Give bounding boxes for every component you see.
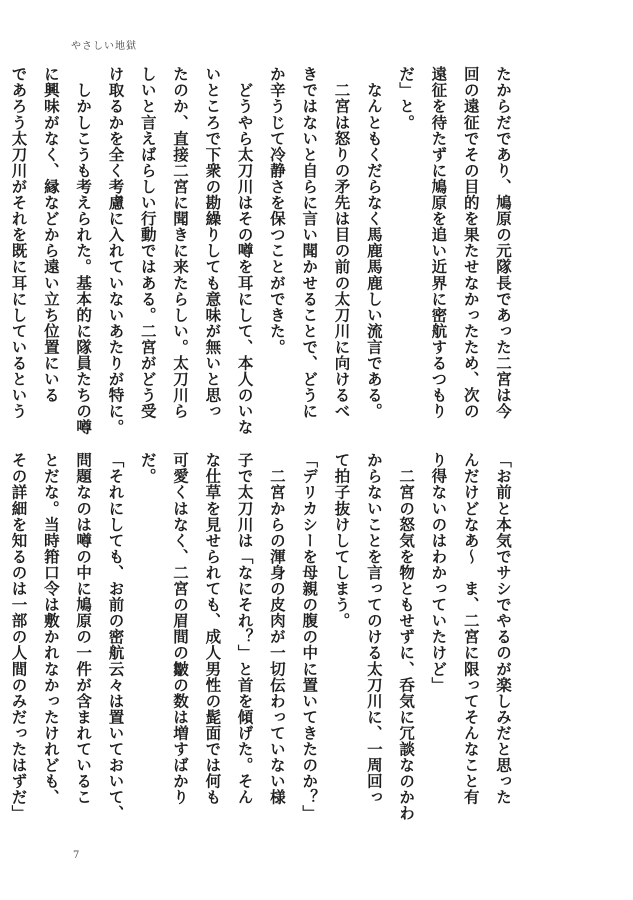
lower-text-block — [9, 452, 519, 822]
text-line: 回の遠征でその目的を果たせなかったため、次の — [461, 66, 481, 420]
text-line: 「デリカシーを母親の腹の中に置いてきたのか？」 — [300, 452, 320, 822]
text-line: きではないと自らに言い聞かせることで、どうに — [300, 66, 320, 420]
text-line: であろう太刀川がそれを既に耳にしているという — [9, 66, 29, 420]
text-line: 可愛くはなく、二宮の眉間の皺の数は増すばかり — [171, 452, 191, 806]
text-line: なんともくだらなく馬鹿馬鹿しい流言である。 — [364, 66, 384, 420]
text-line: とだな。当時箝口令は敷かれなかったけれども、 — [41, 452, 61, 806]
text-line: け取るかを全く考慮に入れていないあたりが特に。 — [106, 66, 126, 436]
text-line: その詳細を知るのは一部の人間のみだったはずだ」 — [9, 452, 29, 822]
text-line: だ」と。 — [397, 66, 417, 131]
text-line: り得ないのはわかっていたけど」 — [429, 452, 449, 693]
text-line: て拍子抜けしてしまう。 — [332, 452, 352, 629]
text-line: 二宮の怒気を物ともせずに、呑気に冗談なのかわ — [397, 452, 417, 822]
text-line: 二宮からの渾身の皮肉が一切伝わっていない様 — [267, 452, 287, 806]
text-line: 子で太刀川は「なにそれ？」と首を傾げた。そん — [235, 452, 255, 806]
text-line: 問題なのは噂の中に鳩原の一件が含まれているこ — [74, 452, 94, 806]
text-line: んだけどなあ〜 ま、二宮に限ってそんなこと有 — [461, 452, 481, 806]
text-line: どうやら太刀川はその噂を耳にして、本人のいな — [235, 66, 255, 436]
text-line: 遠征を待たずに鳩原を追い近界に密航するつもり — [429, 66, 449, 420]
text-line: な仕草を見せられても、成人男性の髭面では何も — [203, 452, 223, 806]
text-line — [0, 452, 2, 808]
text-line: いところで下衆の勘繰りしても意味が無いと思っ — [203, 66, 223, 420]
text-line: 「それにしても、お前の密航云々は置いておいて、 — [106, 452, 126, 822]
text-line: しいと言えばらしい行動ではある。二宮がどう受 — [138, 66, 158, 420]
text-line: か辛うじて冷静さを保つことができた。 — [267, 66, 287, 355]
text-line — [0, 66, 2, 421]
text-line: に興味がなく、縁などから遠い立ち位置にいる — [41, 66, 61, 404]
text-line: しかしこうも考えられた。基本的に隊員たちの噂 — [74, 66, 94, 436]
text-line: 「お前と本気でサシでやるのが楽しみだと思った — [494, 452, 513, 806]
text-line: だ。 — [138, 452, 158, 485]
text-line: たのか、直接二宮に聞きに来たらしい。太刀川ら — [171, 66, 191, 420]
page-number: 7 — [73, 850, 80, 861]
text-line: からないことを言ってのける太刀川に、一周回っ — [364, 452, 384, 806]
text-line: たからだであり、鳩原の元隊長であった二宮は今 — [494, 66, 513, 420]
running-head: やさしい地獄 — [71, 41, 137, 52]
upper-text-block — [9, 66, 519, 436]
text-line: 二宮は怒りの矛先は目の前の太刀川に向けるべ — [332, 66, 352, 420]
